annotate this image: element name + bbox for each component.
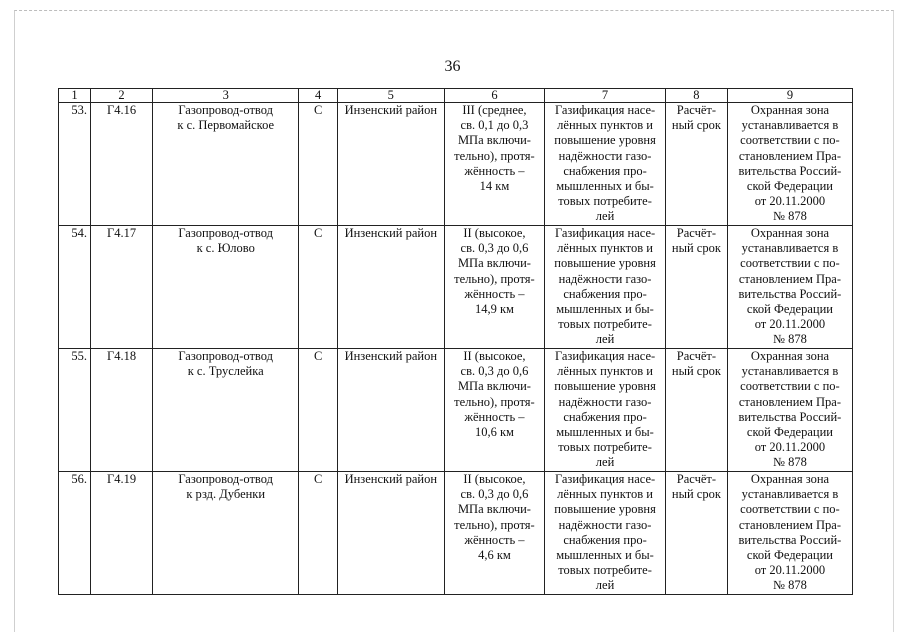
column-header: 8 — [665, 89, 727, 103]
protection-zone: Охранная зона устанавливается в соответствии с по- становлением Пра- вительства Россий- ской Федерации от 20.11.2000 № 878 — [727, 103, 852, 226]
pipeline-characteristics: II (высокое, св. 0,3 до 0,6 МПа включи- тельно), протя- жённость – 10,6 км — [444, 349, 544, 472]
page-number: 36 — [444, 58, 461, 75]
row-number: 53. — [59, 103, 91, 226]
object-code: Г4.18 — [91, 349, 153, 472]
table-row — [59, 349, 853, 472]
gas-pipeline-table — [58, 88, 853, 595]
protection-zone: Охранная зона устанавливается в соответствии с по- становлением Пра- вительства Россий- ской Федерации от 20.11.2000 № 878 — [727, 349, 852, 472]
object-status: С — [299, 349, 337, 472]
object-code: Г4.17 — [91, 226, 153, 349]
row-number: 55. — [59, 349, 91, 472]
object-name: Газопровод-отвод к с. Труслейка — [153, 349, 299, 472]
district: Инзенский район — [337, 349, 444, 472]
object-status: С — [299, 472, 337, 595]
column-header: 9 — [727, 89, 852, 103]
column-numbers-row — [59, 89, 853, 103]
object-code: Г4.19 — [91, 472, 153, 595]
protection-zone: Охранная зона устанавливается в соответствии с по- становлением Пра- вительства Россий- ской Федерации от 20.11.2000 № 878 — [727, 226, 852, 349]
row-number: 56. — [59, 472, 91, 595]
implementation-term: Расчёт- ный срок — [665, 103, 727, 226]
pipeline-characteristics: II (высокое, св. 0,3 до 0,6 МПа включи- тельно), протя- жённость – 14,9 км — [444, 226, 544, 349]
district: Инзенский район — [337, 226, 444, 349]
row-number: 54. — [59, 226, 91, 349]
object-name: Газопровод-отвод к с. Юлово — [153, 226, 299, 349]
column-header: 7 — [545, 89, 666, 103]
column-header: 6 — [444, 89, 544, 103]
purpose: Газификация насе- лённых пунктов и повышение уровня надёжности газо- снабжения про- мышленных и бы- товых потребите- лей — [545, 349, 666, 472]
object-name: Газопровод-отвод к с. Первомайское — [153, 103, 299, 226]
column-header: 2 — [91, 89, 153, 103]
purpose: Газификация насе- лённых пунктов и повышение уровня надёжности газо- снабжения про- мышленных и бы- товых потребите- лей — [545, 226, 666, 349]
column-header: 1 — [59, 89, 91, 103]
implementation-term: Расчёт- ный срок — [665, 226, 727, 349]
table-row — [59, 472, 853, 595]
object-status: С — [299, 103, 337, 226]
district: Инзенский район — [337, 103, 444, 226]
district: Инзенский район — [337, 472, 444, 595]
purpose: Газификация насе- лённых пунктов и повышение уровня надёжности газо- снабжения про- мышленных и бы- товых потребите- лей — [545, 103, 666, 226]
purpose: Газификация насе- лённых пунктов и повышение уровня надёжности газо- снабжения про- мышленных и бы- товых потребите- лей — [545, 472, 666, 595]
object-code: Г4.16 — [91, 103, 153, 226]
column-header: 3 — [153, 89, 299, 103]
table-row — [59, 226, 853, 349]
protection-zone: Охранная зона устанавливается в соответствии с по- становлением Пра- вительства Россий- ской Федерации от 20.11.2000 № 878 — [727, 472, 852, 595]
table-row — [59, 103, 853, 226]
pipeline-characteristics: III (среднее, св. 0,1 до 0,3 МПа включи- тельно), протя- жённость – 14 км — [444, 103, 544, 226]
implementation-term: Расчёт- ный срок — [665, 349, 727, 472]
column-header: 5 — [337, 89, 444, 103]
object-name: Газопровод-отвод к рзд. Дубенки — [153, 472, 299, 595]
object-status: С — [299, 226, 337, 349]
implementation-term: Расчёт- ный срок — [665, 472, 727, 595]
column-header: 4 — [299, 89, 337, 103]
pipeline-characteristics: II (высокое, св. 0,3 до 0,6 МПа включи- тельно), протя- жённость – 4,6 км — [444, 472, 544, 595]
